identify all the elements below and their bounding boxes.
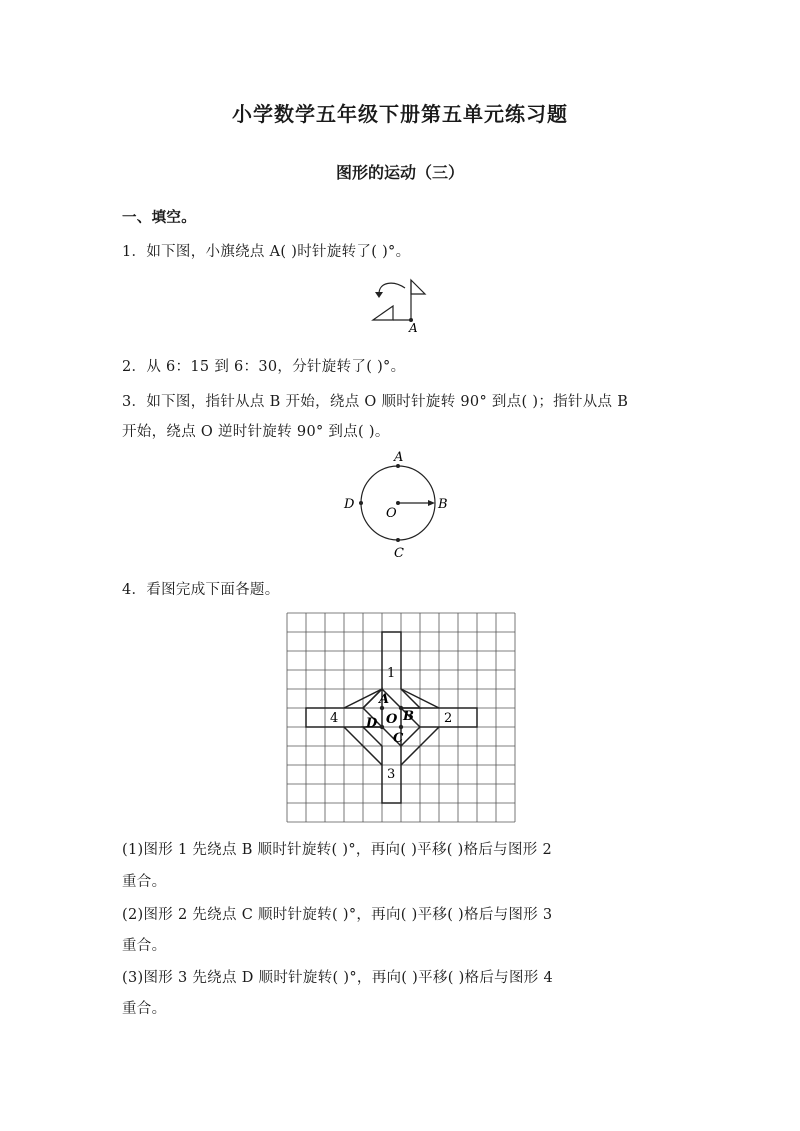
- label-d: D: [366, 716, 378, 731]
- grid-figure: [287, 613, 515, 822]
- label-c: C: [394, 546, 404, 561]
- question-4: 4．看图完成下面各题。: [122, 582, 280, 598]
- point-labels: [365, 692, 414, 746]
- question-3-line-1: 3．如下图，指针从点 B 开始，绕点 O 顺时针旋转 90° 到点( )；指针从点 B: [122, 394, 629, 410]
- rotation-arrow: [379, 283, 405, 294]
- label-d: D: [344, 497, 355, 512]
- pointer-head: [428, 500, 435, 506]
- label-c: C: [393, 731, 404, 746]
- circle-pointer-figure: [340, 448, 460, 563]
- shape-1-label: 1: [387, 666, 396, 681]
- label-b: B: [438, 497, 448, 512]
- section-heading: 一、填空。: [122, 209, 196, 226]
- label-a: A: [394, 450, 404, 465]
- label-o: O: [386, 712, 398, 727]
- point-c-dot: [396, 538, 400, 542]
- question-4-3-line-2: 重合。: [122, 1001, 167, 1017]
- rotated-flag: [373, 306, 393, 320]
- label-a: A: [379, 692, 390, 707]
- point-d-dot: [380, 725, 384, 729]
- question-4-2-line-1: (2)图形 2 先绕点 C 顺时针旋转( )°，再向( )平移( )格后与图形 3: [122, 907, 553, 923]
- question-4-1-line-1: (1)图形 1 先绕点 B 顺时针旋转( )°，再向( )平移( )格后与图形 2: [122, 842, 553, 858]
- flag-rotation-figure: [365, 276, 435, 336]
- label-b: B: [403, 709, 414, 724]
- question-1: 1．如下图，小旗绕点 A( )时针旋转了( )°。: [122, 244, 411, 260]
- page-subtitle: 图形的运动（三）: [335, 163, 464, 182]
- shape-4-label: 4: [330, 711, 339, 726]
- point-d-dot: [359, 501, 363, 505]
- question-3-line-2: 开始，绕点 O 逆时针旋转 90° 到点( )。: [122, 424, 390, 440]
- question-4-3-line-1: (3)图形 3 先绕点 D 顺时针旋转( )°，再向( )平移( )格后与图形 4: [122, 970, 553, 986]
- arrow-head: [375, 292, 383, 298]
- question-4-2-line-2: 重合。: [122, 938, 167, 954]
- question-4-1-line-2: 重合。: [122, 874, 167, 890]
- original-flag: [411, 280, 425, 294]
- shape-3-label: 3: [387, 767, 396, 782]
- label-o: O: [386, 506, 397, 521]
- point-c-dot: [399, 725, 403, 729]
- point-a-label: A: [409, 321, 418, 335]
- page-title: 小学数学五年级下册第五单元练习题: [232, 102, 568, 126]
- question-2: 2．从 6：15 到 6：30，分针旋转了( )°。: [122, 359, 406, 375]
- shape-2-label: 2: [444, 711, 453, 726]
